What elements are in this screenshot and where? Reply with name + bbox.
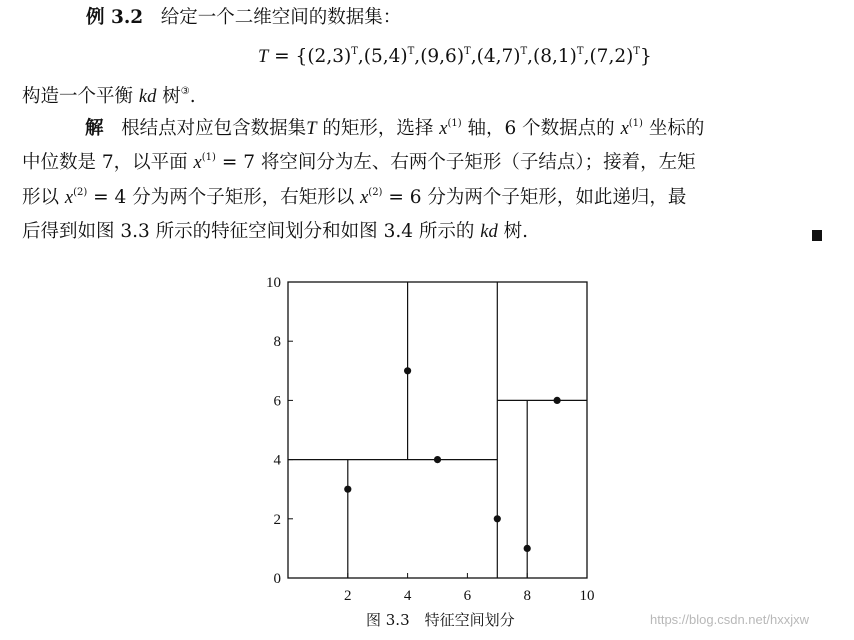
figure-caption: 图 3.3 特征空间划分 — [366, 611, 515, 629]
y-tick-label: 6 — [273, 393, 281, 410]
formula-point: (8,1) — [533, 46, 577, 67]
x-tick-label: 10 — [579, 588, 595, 604]
text: 根结点对应包含数据集 — [121, 118, 307, 139]
data-point — [434, 456, 441, 463]
var-x: x — [620, 119, 629, 139]
y-tick-label: 4 — [273, 452, 281, 469]
formula-point: (2,3) — [307, 46, 352, 67]
y-tick-label: 2 — [273, 511, 281, 528]
example-label: 例 3.2 — [86, 7, 144, 28]
formula-point: (9,6) — [420, 46, 465, 67]
text: 轴，6 个数据点的 — [461, 118, 621, 139]
comma: , — [414, 46, 421, 67]
var-x: x — [64, 188, 74, 208]
text: = 6 分为两个子矩形，如此递归，最 — [382, 187, 687, 208]
comma: , — [470, 46, 477, 67]
superscript: (2) — [73, 187, 88, 198]
y-tick-label: 0 — [273, 571, 281, 587]
text: 树. — [497, 221, 528, 242]
task-kd: kd — [138, 87, 157, 107]
x-tick-label: 8 — [523, 588, 531, 604]
data-point — [404, 367, 411, 374]
superscript: (2) — [368, 187, 383, 198]
var-x: x — [360, 188, 369, 208]
comma: , — [527, 46, 534, 67]
text: 后得到如图 3.3 所示的特征空间划分和如图 3.4 所示的 — [22, 221, 481, 242]
text: = 7 将空间分为左、右两个子矩形（子结点）；接着，左矩 — [215, 152, 696, 173]
var-x: x — [193, 153, 202, 173]
superscript: (1) — [447, 118, 462, 129]
comma: , — [583, 46, 590, 67]
x-tick-label: 2 — [344, 588, 352, 604]
y-tick-label: 8 — [273, 334, 281, 351]
superscript: (1) — [201, 152, 216, 163]
var-x: x — [439, 119, 448, 139]
data-point — [524, 545, 531, 552]
example-text: 给定一个二维空间的数据集： — [160, 7, 402, 28]
transpose-mark: T — [576, 46, 584, 57]
x-tick-label: 6 — [463, 588, 472, 604]
watermark: https://blog.csdn.net/hxxjxw — [650, 612, 809, 627]
var-kd: kd — [480, 222, 498, 242]
y-tick-label: 10 — [266, 275, 281, 291]
data-point — [494, 515, 501, 522]
formula-eq: = { — [268, 46, 308, 67]
formula-point: (4,7) — [476, 46, 521, 67]
formula-lhs: T — [258, 47, 269, 67]
superscript: (1) — [628, 118, 643, 129]
text: = 4 分为两个子矩形，右矩形以 — [87, 187, 361, 208]
transpose-mark: T — [633, 46, 640, 57]
formula-point: (7,2) — [589, 46, 634, 67]
text: 坐标的 — [642, 118, 705, 139]
task-end: . — [189, 86, 196, 107]
formula-point: (5,4) — [363, 46, 408, 67]
data-point — [344, 486, 351, 493]
transpose-mark: T — [464, 46, 471, 57]
formula-close: } — [639, 46, 652, 67]
text: 中位数是 7，以平面 — [22, 152, 194, 173]
var-T: T — [306, 119, 317, 139]
transpose-mark: T — [351, 46, 358, 57]
data-point — [554, 397, 561, 404]
x-tick-label: 4 — [403, 588, 412, 604]
plot-frame — [288, 282, 587, 578]
text: 形以 — [22, 187, 65, 208]
comma: , — [357, 46, 364, 67]
task-pre: 构造一个平衡 — [22, 86, 139, 107]
task-post: 树 — [156, 86, 181, 107]
footnote-mark: ③ — [180, 86, 190, 97]
solution-label: 解 — [85, 118, 104, 139]
transpose-mark: T — [520, 46, 528, 57]
text: 的矩形，选择 — [316, 118, 440, 139]
transpose-mark: T — [407, 46, 415, 57]
